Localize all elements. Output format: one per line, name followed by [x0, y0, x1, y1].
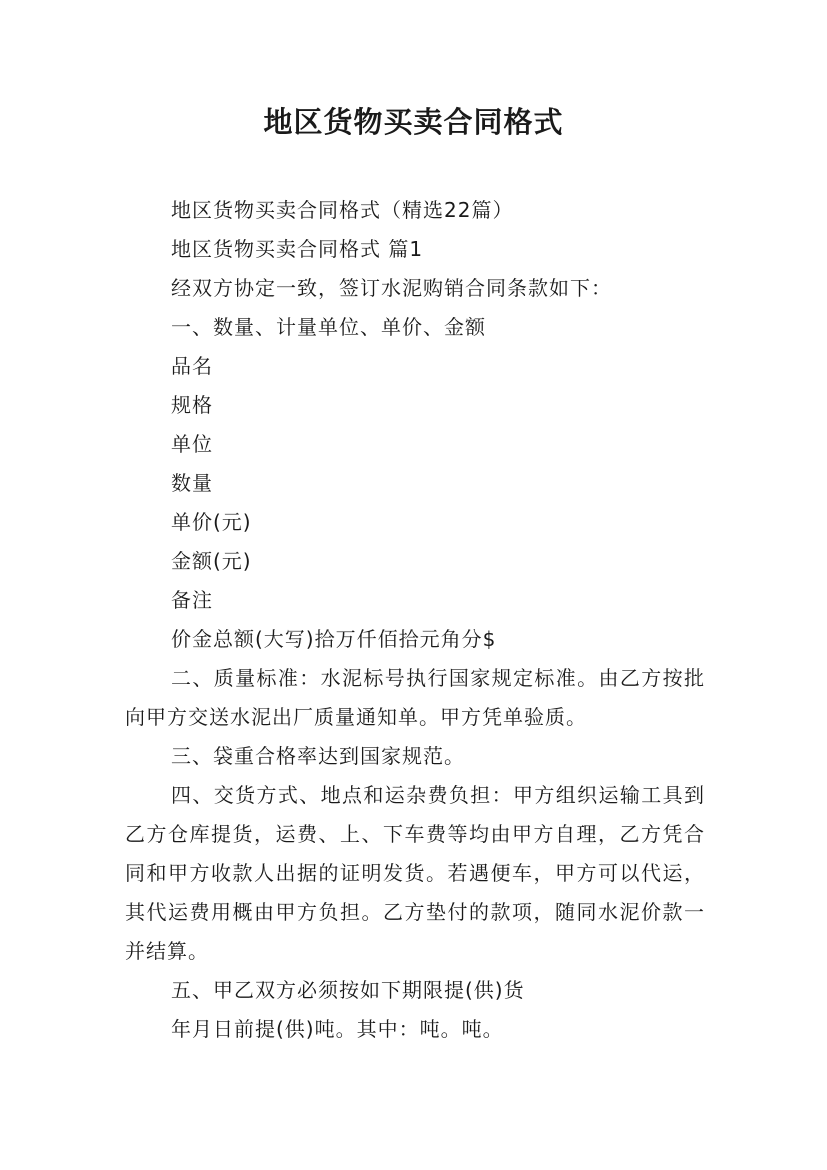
clause-deadline: 五、甲乙双方必须按如下期限提(供)货 — [171, 978, 525, 1002]
clause-quality: 二、质量标准：水泥标号执行国家规定标准。由乙方按批向甲方交送水泥出厂质量通知单。甲方凭单验质。 — [125, 666, 705, 729]
section-heading: 地区货物买卖合同格式 篇1 — [171, 237, 424, 261]
subtitle-line: 地区货物买卖合同格式（精选22篇） — [171, 198, 514, 222]
field-item-name: 品名 — [171, 354, 213, 378]
document-title: 地区货物买卖合同格式 — [263, 105, 564, 139]
total-amount-line: 价金总额(大写)拾万仟佰拾元角分$ — [171, 627, 497, 651]
field-item-unit: 单位 — [171, 432, 213, 456]
field-item-quantity: 数量 — [171, 471, 213, 495]
field-item-amount: 金额(元) — [171, 549, 252, 573]
clause-delivery: 四、交货方式、地点和运杂费负担：甲方组织运输工具到乙方仓库提货，运费、上、下车费等均由甲方自理，乙方凭合同和甲方收款人出据的证明发货。若遇便车，甲方可以代运，其代运费用概由甲方负担。乙方垫付的款项，随同水泥价款一并结算。 — [125, 783, 705, 963]
field-item-spec: 规格 — [171, 393, 213, 417]
field-item-unit-price: 单价(元) — [171, 510, 252, 534]
clause-heading-1: 一、数量、计量单位、单价、金额 — [171, 315, 486, 339]
intro-paragraph: 经双方协定一致，签订水泥购销合同条款如下： — [171, 276, 612, 300]
deadline-detail-line: 年月日前提(供)吨。其中：吨。吨。 — [171, 1017, 504, 1041]
document-body — [125, 191, 705, 1049]
field-item-remarks: 备注 — [171, 588, 213, 612]
clause-bag-weight: 三、袋重合格率达到国家规范。 — [171, 744, 465, 768]
